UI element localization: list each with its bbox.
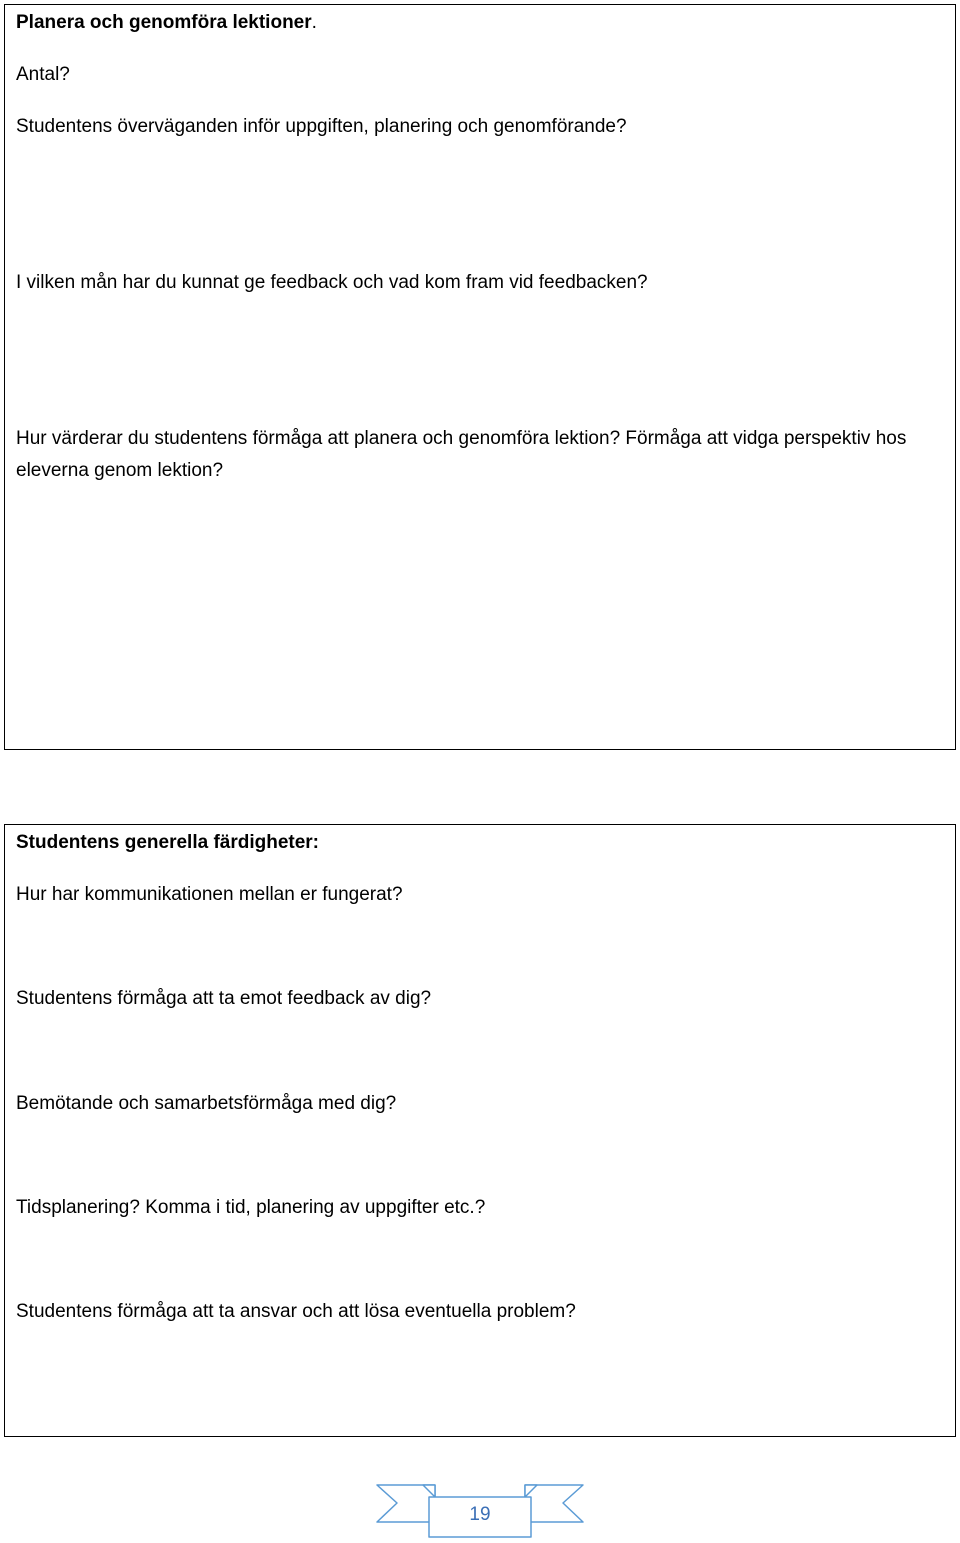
- section-heading-text: Planera och genomföra lektioner: [16, 12, 312, 33]
- question-communication: Hur har kommunikationen mellan er fungerat?: [16, 884, 403, 905]
- page-number: 19: [469, 1504, 491, 1525]
- section-heading: Studentens generella färdigheter:: [16, 832, 320, 853]
- question-considerations: Studentens överväganden inför uppgiften, planering och genomförande?: [16, 116, 627, 137]
- general-skills-section-box: [4, 824, 956, 1437]
- section-heading-suffix: .: [311, 12, 317, 33]
- planning-section-box: [4, 4, 956, 750]
- question-receive-feedback: Studentens förmåga att ta emot feedback av dig?: [16, 988, 432, 1009]
- question-assessment: Hur värderar du studentens förmåga att planera och genomföra lektion? Förmåga att vidga perspektiv hos eleverna genom lektion?: [16, 428, 907, 481]
- question-count: Antal?: [16, 64, 70, 85]
- question-time-planning: Tidsplanering? Komma i tid, planering av uppgifter etc.?: [16, 1197, 486, 1218]
- question-cooperation: Bemötande och samarbetsförmåga med dig?: [16, 1093, 397, 1114]
- question-feedback: I vilken mån har du kunnat ge feedback och vad kom fram vid feedbacken?: [16, 272, 648, 293]
- question-responsibility: Studentens förmåga att ta ansvar och att lösa eventuella problem?: [16, 1301, 576, 1322]
- section-heading: [16, 11, 317, 35]
